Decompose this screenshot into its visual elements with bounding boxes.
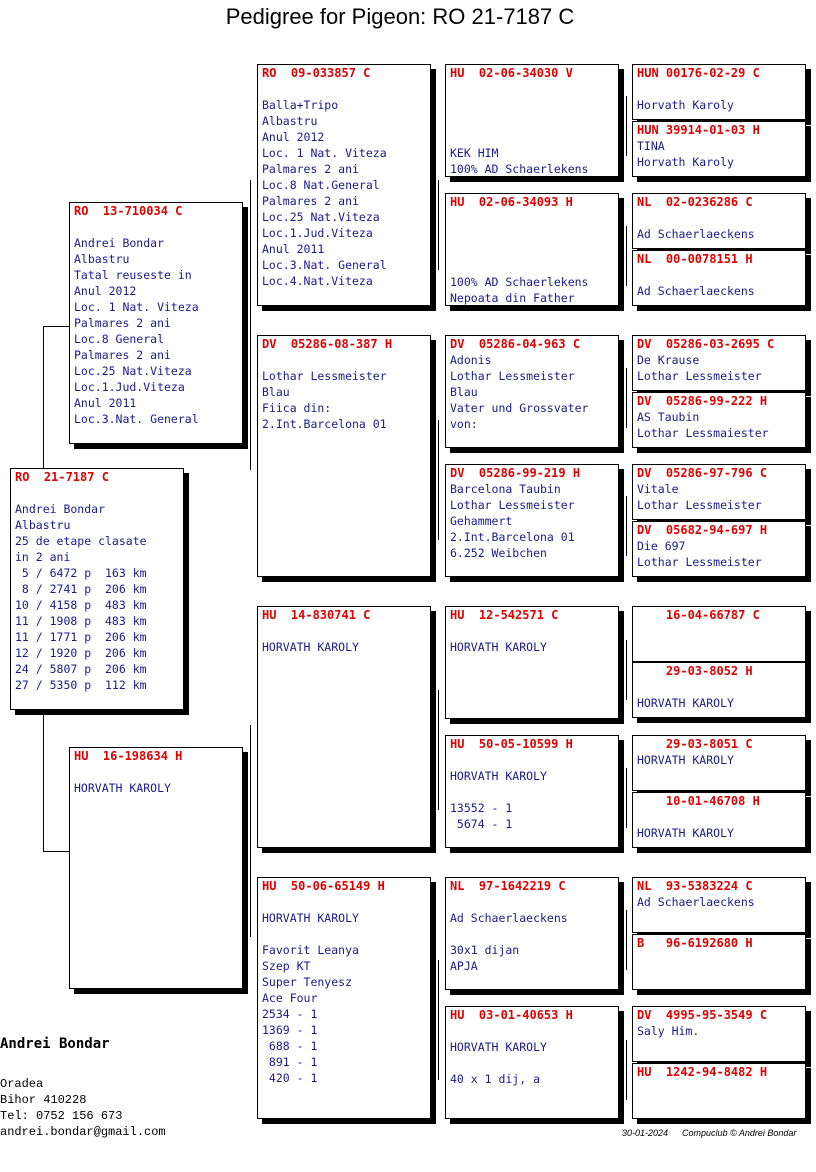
detail-line: De Krause [637, 353, 700, 367]
detail-line: Palmares 2 ani [262, 162, 359, 176]
ring-number: HU 02-06-34030 V [450, 66, 573, 80]
detail-line [450, 242, 614, 258]
pigeon-card-gen4[interactable] [632, 934, 806, 990]
ring-number: RO 09-033857 C [262, 66, 371, 80]
detail-line: Ad Schaerlaeckens [450, 911, 568, 925]
detail-line: Andrei Bondar [15, 502, 106, 516]
detail-line [637, 210, 801, 226]
detail-line: Nepoata din Father [450, 291, 575, 305]
pigeon-details [637, 894, 801, 910]
detail-line: Saly Him. [637, 1024, 700, 1038]
detail-line: 30x1 dijan [450, 943, 520, 957]
detail-line: HORVATH KAROLY [450, 769, 547, 783]
detail-line: 6.252 Weibchen [450, 546, 547, 560]
detail-line: AS Taubin [637, 410, 700, 424]
detail-line: 11 / 1908 p 483 km [15, 614, 147, 628]
pigeon-details [637, 752, 801, 768]
ring-number: DV 05286-04-963 C [450, 337, 581, 351]
detail-line: Balla+Tripo [262, 98, 339, 112]
detail-line: Loc.25 Nat.Viteza [74, 364, 192, 378]
detail-line: Loc. 1 Nat. Viteza [74, 300, 199, 314]
detail-line: HORVATH KAROLY [450, 1040, 547, 1054]
pigeon-card-gen2[interactable] [257, 877, 431, 1119]
detail-line: Vitale [637, 482, 679, 496]
pigeon-card-gen4[interactable] [632, 662, 806, 718]
detail-line: Loc. 1 Nat. Viteza [262, 146, 387, 160]
pigeon-details [450, 1023, 614, 1087]
connector [626, 1040, 627, 1100]
owner-contact [0, 1076, 166, 1140]
pigeon-card-gen4[interactable] [632, 250, 806, 306]
pigeon-card-gen3[interactable] [445, 877, 619, 990]
ring-number: 10-01-46708 H [637, 794, 760, 808]
pigeon-details [450, 210, 614, 306]
detail-line: Tatal reuseste in [74, 268, 192, 282]
ring-number: HU 50-06-65149 H [262, 879, 385, 893]
detail-line [74, 219, 238, 235]
detail-line: Anul 2011 [262, 242, 325, 256]
detail-line: Albastru [74, 252, 130, 266]
detail-line: HORVATH KAROLY [637, 696, 734, 710]
detail-line: Loc.25 Nat.Viteza [262, 210, 380, 224]
detail-line: HORVATH KAROLY [262, 911, 359, 925]
detail-line: Anul 2011 [74, 396, 137, 410]
detail-line [450, 258, 614, 274]
detail-line [262, 352, 426, 368]
connector [626, 368, 627, 428]
pigeon-details [637, 409, 801, 441]
ring-number: 29-03-8051 C [637, 737, 753, 751]
detail-line [262, 926, 426, 942]
pigeon-card-gen2[interactable] [257, 64, 431, 306]
pigeon-details [637, 809, 801, 841]
detail-line: 688 - 1 [262, 1039, 318, 1053]
software-credit: Compuclub © Andrei Bondar [682, 1128, 797, 1138]
pigeon-details [637, 481, 801, 513]
detail-line [450, 752, 614, 768]
pigeon-card-gen2[interactable] [257, 335, 431, 577]
detail-line: Ad Schaerlaeckens [637, 895, 755, 909]
detail-line: Loc.8 Nat.General [262, 178, 380, 192]
ring-number: RO 13-710034 C [74, 204, 183, 218]
detail-line: 8 / 2741 p 206 km [15, 582, 147, 596]
ring-number: 29-03-8052 H [637, 664, 753, 678]
detail-line: 5 / 6472 p 163 km [15, 566, 147, 580]
detail-line [450, 129, 614, 145]
detail-line: Lothar Lessmeister [637, 369, 762, 383]
ring-number: RO 21-7187 C [15, 470, 109, 484]
detail-line: Loc.3.Nat. General [262, 258, 387, 272]
detail-line: HORVATH KAROLY [637, 826, 734, 840]
pigeon-card-gen4[interactable] [632, 877, 806, 933]
pigeon-details [74, 764, 238, 796]
detail-line: Horvath Karoly [637, 98, 734, 112]
ring-number: DV 05286-99-219 H [450, 466, 581, 480]
detail-line: Vater und Grossvater [450, 401, 589, 415]
pigeon-card-gen4[interactable] [632, 464, 806, 520]
detail-line: Super Tenyesz [262, 975, 353, 989]
ring-number: B 96-6192680 H [637, 936, 753, 950]
detail-line: Barcelona Taubin [450, 482, 561, 496]
detail-line: Fiica din: [262, 401, 332, 415]
ring-number: DV 05286-99-222 H [637, 394, 768, 408]
detail-line: Palmares 2 ani [262, 194, 359, 208]
detail-line: Lothar Lessmaiester [637, 426, 769, 440]
detail-line [450, 926, 614, 942]
pigeon-details [637, 81, 801, 113]
pigeon-details [637, 1023, 801, 1039]
connector [626, 226, 627, 286]
pigeon-details [262, 894, 426, 1086]
connector [626, 640, 627, 700]
detail-line [450, 784, 614, 800]
detail-line: Anul 2012 [262, 130, 325, 144]
detail-line: Blau [450, 385, 478, 399]
detail-line: Die 697 [637, 539, 686, 553]
detail-line: Szep KT [262, 959, 311, 973]
owner-phone: Tel: 0752 156 673 [0, 1109, 123, 1123]
connector [438, 180, 439, 270]
detail-line [262, 81, 426, 97]
detail-line [74, 764, 238, 780]
detail-line: Gehammert [450, 514, 513, 528]
detail-line: Horvath Karoly [637, 155, 734, 169]
pigeon-details [637, 352, 801, 384]
connector [626, 496, 627, 556]
ring-number: HUN 39914-01-03 H [637, 123, 760, 137]
pigeon-card-gen3[interactable] [445, 335, 619, 448]
detail-line [262, 623, 426, 639]
page-title: Pedigree for Pigeon: RO 21-7187 C [225, 4, 575, 29]
ring-number: NL 02-0236286 C [637, 195, 753, 209]
pigeon-card-gen3[interactable] [445, 193, 619, 306]
detail-line: Albastru [15, 518, 71, 532]
detail-line: HORVATH KAROLY [637, 753, 734, 767]
pigeon-details [74, 219, 238, 427]
ring-number: HU 03-01-40653 H [450, 1008, 573, 1022]
ring-number: DV 05286-08-387 H [262, 337, 393, 351]
connector [438, 960, 439, 1080]
pigeon-card-gen4[interactable] [632, 606, 806, 662]
detail-line [450, 1055, 614, 1071]
connector [438, 420, 439, 540]
connector [250, 725, 251, 937]
pigeon-card-gen3[interactable] [445, 64, 619, 177]
detail-line: 25 de etape clasate [15, 534, 147, 548]
detail-line [450, 113, 614, 129]
connector [43, 710, 44, 852]
ring-number: DV 4995-95-3549 C [637, 1008, 768, 1022]
ring-number: HU 16-198634 H [74, 749, 183, 763]
pigeon-card-gen4[interactable] [632, 792, 806, 848]
ring-number: HUN 00176-02-29 C [637, 66, 760, 80]
detail-line: HORVATH KAROLY [74, 781, 171, 795]
detail-line: 1369 - 1 [262, 1023, 318, 1037]
pigeon-details [450, 752, 614, 832]
owner-name: Andrei Bondar [0, 1036, 110, 1052]
ring-number: NL 97-1642219 C [450, 879, 566, 893]
detail-line: Ad Schaerlaeckens [637, 284, 755, 298]
pigeon-card-gen2[interactable] [257, 606, 431, 848]
detail-line [262, 894, 426, 910]
pigeon-details [15, 485, 179, 693]
pigeon-card-gen4[interactable] [632, 1006, 806, 1062]
pigeon-card-gen4[interactable] [632, 64, 806, 120]
connector [626, 768, 627, 828]
detail-line: Lothar Lessmeister [450, 369, 575, 383]
pigeon-details [637, 267, 801, 299]
detail-line: Lothar Lessmeister [450, 498, 575, 512]
pigeon-details [637, 538, 801, 570]
ring-number: DV 05286-97-796 C [637, 466, 768, 480]
detail-line [637, 267, 801, 283]
ring-number: DV 05286-03-2695 C [637, 337, 775, 351]
pigeon-card-gen4[interactable] [632, 1063, 806, 1119]
pigeon-card-gen4[interactable] [632, 335, 806, 391]
pigeon-card-gen3[interactable] [445, 464, 619, 577]
detail-line: 40 x 1 dij, a [450, 1072, 541, 1086]
detail-line: TINA [637, 139, 665, 153]
detail-line: Favorit Leanya [262, 943, 359, 957]
detail-line: 2.Int.Barcelona 01 [262, 417, 387, 431]
pigeon-card-gen4[interactable] [632, 193, 806, 249]
ring-number: HU 12-542571 C [450, 608, 559, 622]
pigeon-details [450, 481, 614, 561]
pigeon-details [262, 352, 426, 432]
ring-number: HU 14-830741 C [262, 608, 371, 622]
detail-line: Loc.1.Jud.Viteza [262, 226, 373, 240]
pigeon-card-gen4[interactable] [632, 735, 806, 791]
owner-region: Bihor 410228 [0, 1093, 87, 1107]
detail-line [450, 623, 614, 639]
pigeon-card-gen4[interactable] [632, 392, 806, 448]
detail-line: 11 / 1771 p 206 km [15, 630, 147, 644]
ring-number: 16-04-66787 C [637, 608, 760, 622]
detail-line: APJA [450, 959, 478, 973]
footer [622, 1128, 810, 1138]
detail-line: Anul 2012 [74, 284, 137, 298]
detail-line: Palmares 2 ani [74, 348, 171, 362]
connector [43, 326, 69, 327]
detail-line: 10 / 4158 p 483 km [15, 598, 147, 612]
detail-line: Lothar Lessmeister [262, 369, 387, 383]
detail-line: 12 / 1920 p 206 km [15, 646, 147, 660]
detail-line: Palmares 2 ani [74, 316, 171, 330]
detail-line: Loc.8 General [74, 332, 165, 346]
detail-line [637, 679, 801, 695]
detail-line: Adonis [450, 353, 492, 367]
ring-number: HU 1242-94-8482 H [637, 1065, 768, 1079]
detail-line: Loc.1.Jud.Viteza [74, 380, 185, 394]
detail-line: 2534 - 1 [262, 1007, 318, 1021]
detail-line: Loc.3.Nat. General [74, 412, 199, 426]
pigeon-details [262, 81, 426, 289]
detail-line: 27 / 5350 p 112 km [15, 678, 147, 692]
ring-number: HU 50-05-10599 H [450, 737, 573, 751]
pigeon-details [637, 679, 801, 711]
connector [43, 326, 44, 468]
detail-line [637, 809, 801, 825]
detail-line [450, 97, 614, 113]
pigeon-card-dam[interactable] [69, 747, 243, 989]
ring-number: NL 93-5383224 C [637, 879, 753, 893]
detail-line: 100% AD Schaerlekens [450, 275, 589, 289]
connector [43, 851, 69, 852]
pigeon-details [450, 623, 614, 655]
pigeon-card-gen4[interactable] [632, 521, 806, 577]
detail-line: 5674 - 1 [450, 817, 513, 831]
detail-line: in 2 ani [15, 550, 71, 564]
pigeon-details [262, 623, 426, 655]
pigeon-card-gen3[interactable] [445, 606, 619, 719]
pigeon-card-gen3[interactable] [445, 735, 619, 848]
pigeon-card-subject[interactable] [10, 468, 184, 710]
detail-line [450, 210, 614, 226]
detail-line: KEK HIM [450, 146, 499, 160]
detail-line: 24 / 5807 p 206 km [15, 662, 147, 676]
detail-line [15, 485, 179, 501]
detail-line [450, 81, 614, 97]
detail-line: Ad Schaerlaeckens [637, 227, 755, 241]
connector [626, 910, 627, 970]
detail-line: 100% AD Schaerlekens [450, 162, 589, 176]
detail-line: Loc.4.Nat.Viteza [262, 274, 373, 288]
pigeon-card-sire[interactable] [69, 202, 243, 444]
owner-email[interactable]: andrei.bondar@gmail.com [0, 1125, 166, 1139]
detail-line: 891 - 1 [262, 1055, 318, 1069]
pigeon-details [450, 894, 614, 974]
detail-line: Lothar Lessmeister [637, 498, 762, 512]
pigeon-details [637, 138, 801, 170]
connector [626, 96, 627, 156]
ring-number: NL 00-0078151 H [637, 252, 753, 266]
detail-line: von: [450, 417, 478, 431]
detail-line [450, 894, 614, 910]
detail-line: Albastru [262, 114, 318, 128]
detail-line: HORVATH KAROLY [262, 640, 359, 654]
detail-line: 420 - 1 [262, 1071, 318, 1085]
detail-line: 2.Int.Barcelona 01 [450, 530, 575, 544]
detail-line [450, 1023, 614, 1039]
detail-line [450, 226, 614, 242]
detail-line: 13552 - 1 [450, 801, 513, 815]
pigeon-details [637, 210, 801, 242]
detail-line: HORVATH KAROLY [450, 640, 547, 654]
detail-line: Blau [262, 385, 290, 399]
detail-line: Andrei Bondar [74, 236, 165, 250]
pigeon-details [450, 81, 614, 177]
ring-number: HU 02-06-34093 H [450, 195, 573, 209]
detail-line: Lothar Lessmeister [637, 555, 762, 569]
print-date: 30-01-2024 [622, 1128, 669, 1138]
pigeon-card-gen4[interactable] [632, 121, 806, 177]
ring-number: DV 05682-94-697 H [637, 523, 768, 537]
pigeon-card-gen3[interactable] [445, 1006, 619, 1119]
pigeon-details [450, 352, 614, 432]
detail-line: Ace Four [262, 991, 318, 1005]
owner-city: Oradea [0, 1077, 44, 1091]
connector [438, 690, 439, 810]
detail-line [637, 81, 801, 97]
connector [250, 180, 251, 470]
